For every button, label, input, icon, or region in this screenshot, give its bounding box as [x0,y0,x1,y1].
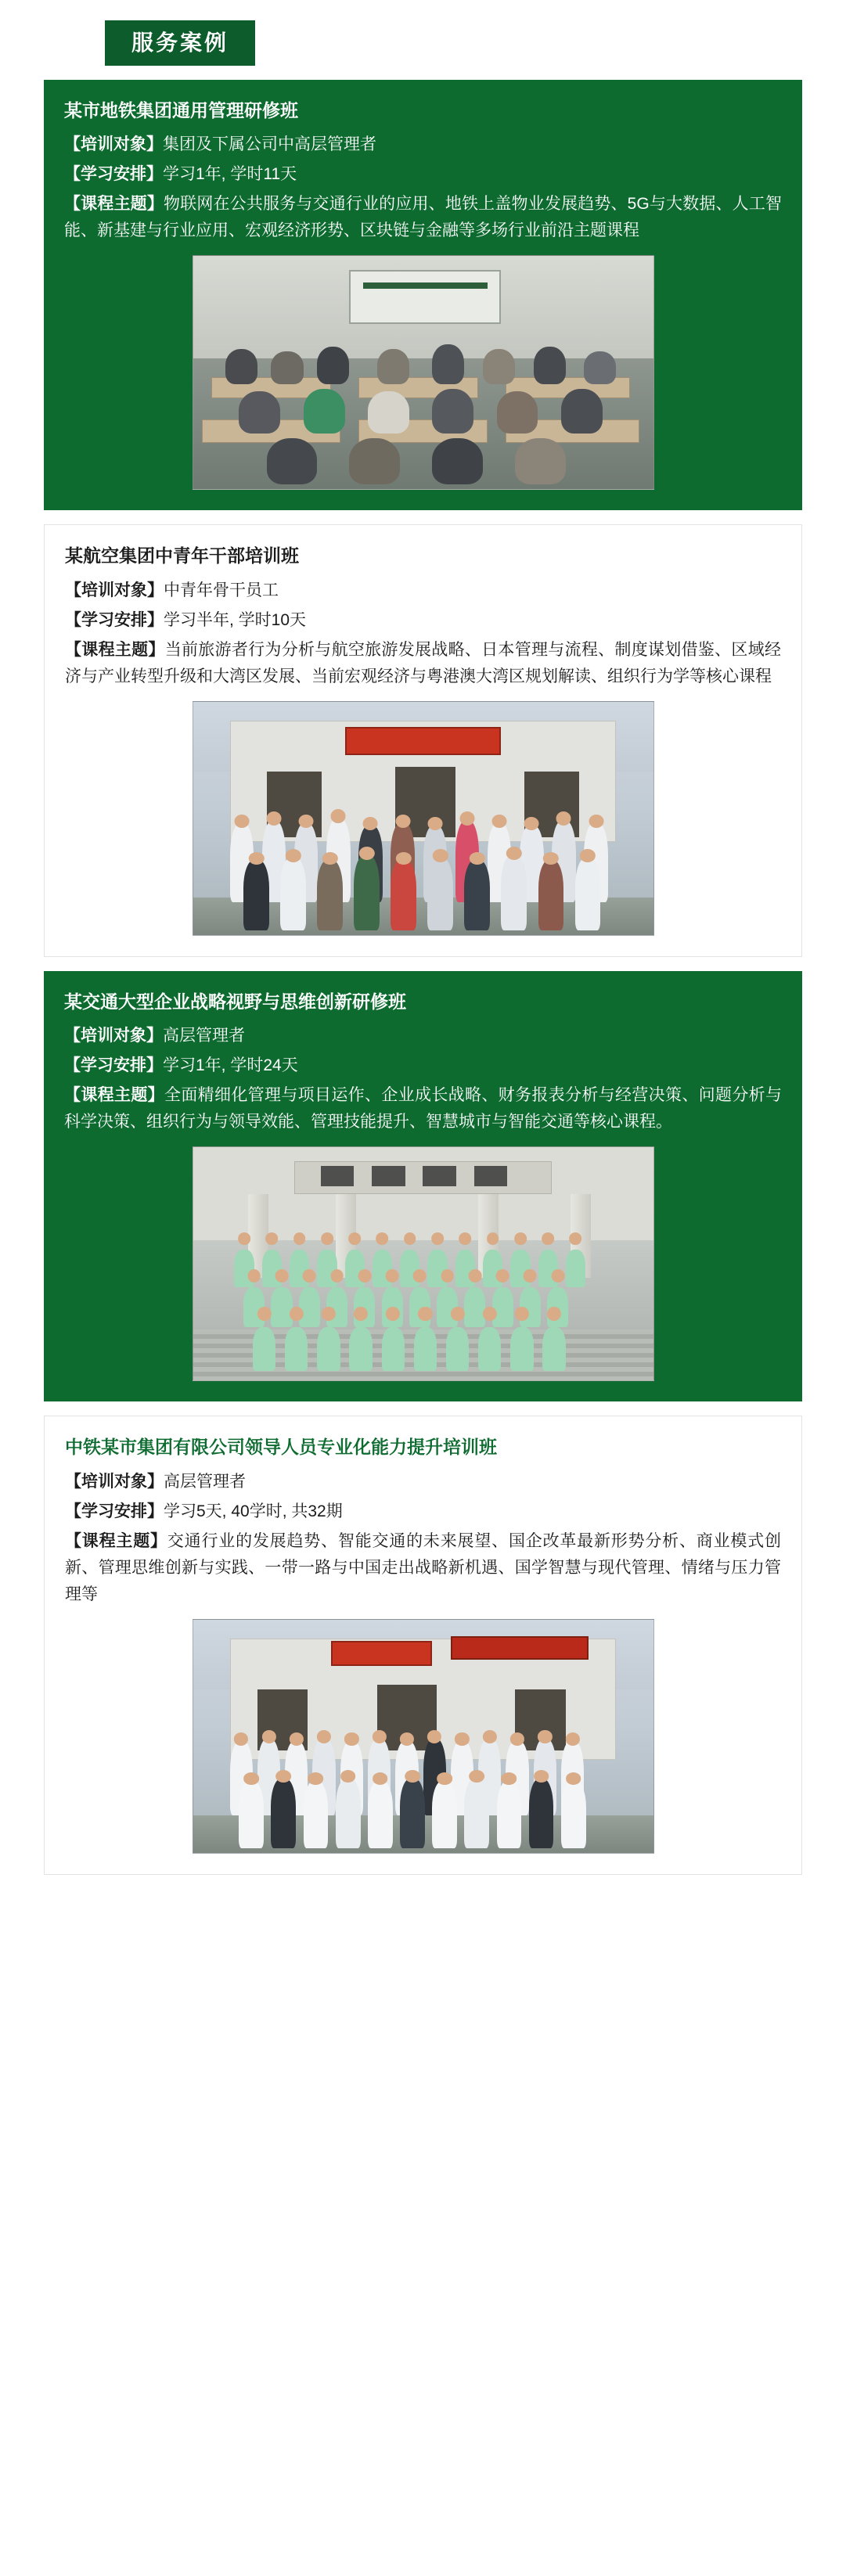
photo-person-head [344,1732,358,1745]
case-photo-wrapper [64,255,782,490]
photo-person-head [524,817,539,830]
photo-person [267,438,318,485]
photo-person [377,349,409,384]
photo-person-head [551,1269,564,1283]
photo-person [501,855,527,930]
photo-person-head [348,1232,361,1245]
photo-person-head [308,1772,324,1785]
case-row-label: 【培训对象】 [65,581,164,599]
photo-person-head [290,1732,304,1745]
photo-person-head [487,1232,499,1245]
photo-person-head [275,1269,289,1283]
photo-person [561,389,603,434]
photo-person-head [589,815,603,828]
photo-person-head [261,1730,275,1743]
photo-person [336,1779,361,1848]
photo-person-head [427,1730,441,1743]
photo-person-head [543,852,559,865]
case-row-text: 集团及下属公司中高层管理者 [163,135,376,154]
photo-person-head [248,852,264,865]
photo-person-head [455,1732,469,1745]
case-card [44,971,802,1402]
photo-person-head [376,1232,389,1245]
photo-person-head [400,1732,414,1745]
photo-person-head [437,1772,452,1785]
case-card-title: 中铁某市集团有限公司领导人员专业化能力提升培训班 [65,1437,497,1458]
case-row-audience [65,1469,781,1495]
case-row-text: 高层管理者 [164,1472,246,1491]
photo-person-head [534,1770,549,1783]
photo-person [225,349,257,384]
photo-person-head [330,1269,344,1283]
photo-person-head [492,815,507,828]
case-row-label: 【学习安排】 [65,1502,164,1520]
case-photo-wrapper [65,1619,781,1854]
case-row-text: 当前旅游者行为分析与航空旅游发展战略、日本管理与流程、制度谋划借鉴、区域经济与产业转型升级和大湾区发展、当前宏观经济与粤港澳大湾区规划解读、组织行为学等核心课程 [65,640,782,685]
photo-person-head [321,1232,333,1245]
photo-person [368,1781,393,1848]
photo-person-head [565,1732,579,1745]
photo-person-head [441,1269,454,1283]
photo-person [349,438,400,485]
case-row-text: 高层管理者 [163,1027,245,1045]
photo-person-head [502,1772,517,1785]
photo-person [349,1327,372,1372]
photo-person-head [459,1232,471,1245]
photo-person [584,351,616,384]
photo-person [317,347,349,384]
case-row-audience [64,1023,782,1049]
photo-person [414,1327,437,1372]
photo-person-head [469,1269,482,1283]
photo-person [271,1779,296,1848]
photo-sign-character [321,1166,355,1186]
photo-person [280,858,306,930]
photo-person [382,1327,405,1372]
photo-person-head [433,849,448,862]
photo-person [561,1781,586,1848]
bottom-spacer [44,1875,802,1889]
photo-red-plaque [331,1641,432,1667]
photo-person [446,1327,469,1372]
case-row-topics [65,637,781,690]
case-row-text: 中青年骨干员工 [164,581,279,599]
photo-person-head [566,1772,581,1785]
case-row-text: 学习5天, 40学时, 共32期 [164,1502,343,1520]
group-photo-gate-photo [193,701,654,936]
case-row-schedule [64,1052,782,1079]
photo-person [317,1327,340,1372]
photo-person [285,1327,308,1372]
photo-person-head [542,1232,554,1245]
photo-person-head [431,1232,444,1245]
photo-person [566,1250,585,1287]
case-row-label: 【培训对象】 [64,1027,163,1045]
photo-person [400,1779,425,1848]
case-row-topics [65,1528,781,1608]
photo-person-head [470,852,485,865]
photo-person [575,858,601,930]
photo-person [239,391,280,434]
case-card [44,524,802,957]
case-card [44,80,802,511]
photo-projection-screen [349,270,501,324]
photo-person-head [510,1732,524,1745]
case-row-schedule [64,161,782,188]
photo-sign-character [372,1166,405,1186]
case-photo-wrapper [65,701,781,936]
case-card-title: 某交通大型企业战略视野与思维创新研修班 [64,991,406,1012]
group-photo-gate-banner-photo [193,1619,654,1854]
photo-person [432,1781,457,1848]
case-row-label: 【培训对象】 [64,135,163,154]
photo-sign-character [474,1166,508,1186]
photo-person [391,860,416,930]
photo-person-head [395,815,410,828]
photo-person [368,391,409,434]
photo-person-head [373,1772,388,1785]
photo-person-head [275,1770,291,1783]
case-row-label: 【培训对象】 [65,1472,164,1491]
case-row-topics [64,191,782,244]
photo-person-head [299,815,314,828]
case-row-label: 【学习安排】 [64,165,163,184]
photo-person-head [459,811,474,826]
photo-person [492,1287,513,1327]
photo-person [354,855,380,930]
photo-person-head [331,809,346,823]
photo-person-head [580,849,596,862]
photo-person-head [496,1269,509,1283]
photo-person-head [386,1269,399,1283]
photo-hall-sign [294,1161,552,1194]
photo-person-head [556,811,571,826]
photo-person-head [358,1269,371,1283]
case-row-schedule [65,1498,781,1525]
case-photo-wrapper [64,1146,782,1381]
photo-person-head [303,1269,316,1283]
case-card-title: 某航空集团中青年干部培训班 [65,545,299,567]
photo-person-head [243,1772,259,1785]
photo-person [542,1327,565,1372]
classroom-training-room-photo [193,255,654,490]
case-row-audience [65,577,781,604]
photo-person-head [506,847,522,860]
photo-person [304,1781,329,1848]
photo-person-head [340,1770,356,1783]
photo-person-head [293,1232,306,1245]
case-card [44,1416,802,1875]
case-row-text: 学习半年, 学时10天 [164,610,307,629]
photo-person [529,1779,554,1848]
photo-person-head [373,1730,387,1743]
photo-person-head [427,817,442,830]
photo-person-head [514,1232,527,1245]
photo-person-head [524,1269,537,1283]
case-row-label: 【课程主题】 [65,640,165,659]
photo-person [304,389,345,434]
photo-sign-character [423,1166,456,1186]
photo-person [464,860,490,930]
case-row-schedule [65,607,781,634]
photo-person [483,349,515,384]
case-row-label: 【课程主题】 [64,1086,164,1105]
photo-person-head [359,847,375,860]
photo-person-head [450,1307,464,1321]
photo-person [253,1327,275,1372]
photo-person [478,1327,501,1372]
photo-person-head [413,1269,427,1283]
photo-person-head [396,852,412,865]
case-row-topics [64,1082,782,1135]
case-row-text: 学习1年, 学时11天 [163,165,297,184]
photo-person [427,858,453,930]
photo-person-head [404,1232,416,1245]
photo-person [271,1287,292,1327]
photo-person-head [238,1232,250,1245]
photo-person-head [538,1730,552,1743]
photo-person [432,389,473,434]
case-row-text: 全面精细化管理与项目运作、企业成长战略、财务报表分析与经营决策、问题分析与科学决策、组织行为与领导效能、管理技能提升、智慧城市与智能交通等核心课程。 [64,1086,782,1131]
photo-person-head [322,852,338,865]
section-header-service-cases: 服务案例 [105,20,255,66]
photo-person-head [363,817,378,830]
photo-person [497,391,538,434]
photo-person-head [317,1730,331,1743]
photo-person-head [234,815,249,828]
case-row-text: 交通行业的发展趋势、智能交通的未来展望、国企改革最新形势分析、商业模式创新、管理思维创新与实践、一带一路与中国走出战略新机遇、国学智慧与现代管理、情绪与压力管理等 [65,1531,782,1603]
photo-person [497,1781,522,1848]
photo-person-head [257,1307,272,1321]
photo-person-head [247,1269,261,1283]
photo-person [271,351,303,384]
photo-red-plaque [345,727,502,755]
case-card-title: 某市地铁集团通用管理研修班 [64,99,298,121]
photo-person [317,860,343,930]
photo-person [243,860,269,930]
case-row-label: 【学习安排】 [64,1056,163,1075]
case-row-label: 【课程主题】 [65,1531,167,1550]
photo-person [515,438,566,485]
photo-person-head [405,1770,420,1783]
photo-person-head [570,1232,582,1245]
case-row-text: 学习1年, 学时24天 [163,1056,298,1075]
photo-person [534,347,566,384]
photo-person-head [469,1770,484,1783]
photo-person [510,1327,533,1372]
photo-person-head [267,811,282,826]
photo-person-head [285,849,301,862]
photo-person [239,1781,264,1848]
group-photo-steps-photo [193,1146,654,1381]
photo-person [432,438,483,485]
photo-person-head [483,1730,497,1743]
case-row-audience [64,131,782,158]
photo-person [432,344,464,384]
photo-person-head [265,1232,278,1245]
case-row-label: 【课程主题】 [64,195,164,214]
photo-red-banner [451,1636,589,1660]
case-row-label: 【学习安排】 [65,610,164,629]
photo-person [464,1287,485,1327]
photo-person [538,860,564,930]
photo-person [464,1779,489,1848]
photo-person-head [234,1732,248,1745]
photo-person [299,1287,320,1327]
case-row-text: 物联网在公共服务与交通行业的应用、地铁上盖物业发展趋势、5G与大数据、人工智能、新基建与行业应用、宏观经济形势、区块链与金融等多场行业前沿主题课程 [64,195,782,240]
